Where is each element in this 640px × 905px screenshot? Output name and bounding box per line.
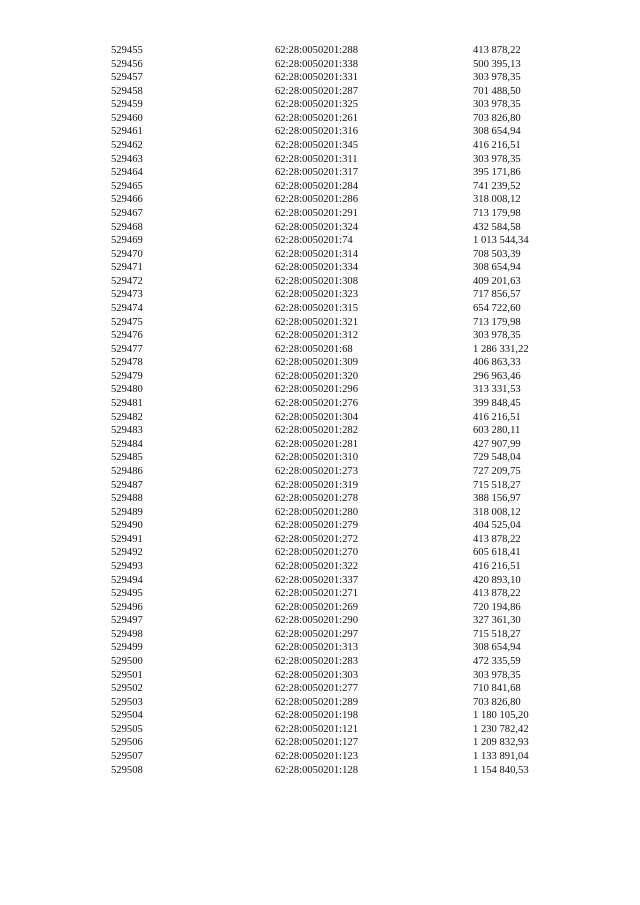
table-row bbox=[111, 451, 571, 465]
table-row bbox=[111, 275, 571, 289]
cadastral-number-cell: 62:28:0050201:280 bbox=[275, 506, 358, 518]
cadastral-value-cell: 1 230 782,42 bbox=[473, 723, 529, 735]
record-number-cell: 529507 bbox=[111, 751, 143, 763]
cadastral-number-cell: 62:28:0050201:278 bbox=[275, 493, 358, 505]
record-number-cell: 529488 bbox=[111, 493, 143, 505]
cadastral-number-cell: 62:28:0050201:317 bbox=[275, 167, 358, 179]
table-row bbox=[111, 316, 571, 330]
cadastral-number-cell: 62:28:0050201:313 bbox=[275, 642, 358, 654]
cadastral-number-cell: 62:28:0050201:277 bbox=[275, 683, 358, 695]
table-row bbox=[111, 221, 571, 235]
cadastral-number-cell: 62:28:0050201:315 bbox=[275, 302, 358, 314]
table-row bbox=[111, 248, 571, 262]
cadastral-number-cell: 62:28:0050201:281 bbox=[275, 438, 358, 450]
record-number-cell: 529497 bbox=[111, 615, 143, 627]
cadastral-value-cell: 416 216,51 bbox=[473, 560, 521, 572]
table-row bbox=[111, 628, 571, 642]
cadastral-value-cell: 603 280,11 bbox=[473, 425, 521, 437]
cadastral-value-cell: 409 201,63 bbox=[473, 275, 521, 287]
cadastral-number-cell: 62:28:0050201:303 bbox=[275, 669, 358, 681]
table-row bbox=[111, 723, 571, 737]
cadastral-number-cell: 62:28:0050201:320 bbox=[275, 370, 358, 382]
cadastral-number-cell: 62:28:0050201:323 bbox=[275, 289, 358, 301]
record-number-cell: 529490 bbox=[111, 520, 143, 532]
table-row bbox=[111, 261, 571, 275]
cadastral-number-cell: 62:28:0050201:282 bbox=[275, 425, 358, 437]
table-row bbox=[111, 153, 571, 167]
table-row bbox=[111, 519, 571, 533]
cadastral-number-cell: 62:28:0050201:127 bbox=[275, 737, 358, 749]
table-row bbox=[111, 764, 571, 778]
record-number-cell: 529483 bbox=[111, 425, 143, 437]
cadastral-value-cell: 308 654,94 bbox=[473, 642, 521, 654]
cadastral-number-cell: 62:28:0050201:68 bbox=[275, 343, 353, 355]
cadastral-number-cell: 62:28:0050201:269 bbox=[275, 601, 358, 613]
cadastral-number-cell: 62:28:0050201:272 bbox=[275, 533, 358, 545]
cadastral-value-cell: 303 978,35 bbox=[473, 99, 521, 111]
record-number-cell: 529460 bbox=[111, 112, 143, 124]
cadastral-value-cell: 427 907,99 bbox=[473, 438, 521, 450]
cadastral-number-cell: 62:28:0050201:286 bbox=[275, 194, 358, 206]
table-row bbox=[111, 370, 571, 384]
cadastral-number-cell: 62:28:0050201:198 bbox=[275, 710, 358, 722]
table-row bbox=[111, 180, 571, 194]
table-row bbox=[111, 587, 571, 601]
cadastral-number-cell: 62:28:0050201:270 bbox=[275, 547, 358, 559]
cadastral-number-cell: 62:28:0050201:276 bbox=[275, 398, 358, 410]
table-row bbox=[111, 383, 571, 397]
record-number-cell: 529459 bbox=[111, 99, 143, 111]
cadastral-value-cell: 1 133 891,04 bbox=[473, 751, 529, 763]
cadastral-value-cell: 727 209,75 bbox=[473, 465, 521, 477]
cadastral-value-cell: 420 893,10 bbox=[473, 574, 521, 586]
cadastral-value-cell: 472 335,59 bbox=[473, 656, 521, 668]
cadastral-value-cell: 703 826,80 bbox=[473, 696, 521, 708]
cadastral-value-cell: 303 978,35 bbox=[473, 153, 521, 165]
cadastral-value-cell: 318 008,12 bbox=[473, 506, 521, 518]
cadastral-value-cell: 404 525,04 bbox=[473, 520, 521, 532]
record-number-cell: 529501 bbox=[111, 669, 143, 681]
cadastral-number-cell: 62:28:0050201:74 bbox=[275, 235, 353, 247]
cadastral-value-cell: 1 286 331,22 bbox=[473, 343, 529, 355]
cadastral-number-cell: 62:28:0050201:324 bbox=[275, 221, 358, 233]
record-number-cell: 529470 bbox=[111, 248, 143, 260]
cadastral-value-cell: 715 518,27 bbox=[473, 479, 521, 491]
record-number-cell: 529465 bbox=[111, 180, 143, 192]
cadastral-number-cell: 62:28:0050201:311 bbox=[275, 153, 358, 165]
cadastral-value-cell: 654 722,60 bbox=[473, 302, 521, 314]
record-number-cell: 529493 bbox=[111, 560, 143, 572]
cadastral-number-cell: 62:28:0050201:279 bbox=[275, 520, 358, 532]
record-number-cell: 529504 bbox=[111, 710, 143, 722]
cadastral-number-cell: 62:28:0050201:314 bbox=[275, 248, 358, 260]
cadastral-value-cell: 703 826,80 bbox=[473, 112, 521, 124]
cadastral-number-cell: 62:28:0050201:309 bbox=[275, 357, 358, 369]
cadastral-number-cell: 62:28:0050201:273 bbox=[275, 465, 358, 477]
cadastral-number-cell: 62:28:0050201:271 bbox=[275, 588, 358, 600]
cadastral-number-cell: 62:28:0050201:322 bbox=[275, 560, 358, 572]
table-row bbox=[111, 736, 571, 750]
table-row bbox=[111, 288, 571, 302]
table-row bbox=[111, 479, 571, 493]
record-number-cell: 529463 bbox=[111, 153, 143, 165]
record-number-cell: 529461 bbox=[111, 126, 143, 138]
cadastral-number-cell: 62:28:0050201:325 bbox=[275, 99, 358, 111]
table-row bbox=[111, 560, 571, 574]
record-number-cell: 529484 bbox=[111, 438, 143, 450]
cadastral-value-cell: 318 008,12 bbox=[473, 194, 521, 206]
table-row bbox=[111, 669, 571, 683]
cadastral-value-cell: 413 878,22 bbox=[473, 533, 521, 545]
record-number-cell: 529486 bbox=[111, 465, 143, 477]
cadastral-number-cell: 62:28:0050201:284 bbox=[275, 180, 358, 192]
cadastral-number-cell: 62:28:0050201:304 bbox=[275, 411, 358, 423]
cadastral-number-cell: 62:28:0050201:287 bbox=[275, 85, 358, 97]
table-row bbox=[111, 397, 571, 411]
cadastral-number-cell: 62:28:0050201:128 bbox=[275, 764, 358, 776]
table-row bbox=[111, 356, 571, 370]
record-number-cell: 529467 bbox=[111, 207, 143, 219]
cadastral-value-cell: 720 194,86 bbox=[473, 601, 521, 613]
table-row bbox=[111, 71, 571, 85]
record-number-cell: 529474 bbox=[111, 302, 143, 314]
record-number-cell: 529456 bbox=[111, 58, 143, 70]
cadastral-number-cell: 62:28:0050201:121 bbox=[275, 723, 358, 735]
cadastral-value-cell: 713 179,98 bbox=[473, 207, 521, 219]
cadastral-value-cell: 413 878,22 bbox=[473, 45, 521, 56]
table-row bbox=[111, 139, 571, 153]
record-number-cell: 529489 bbox=[111, 506, 143, 518]
table-row bbox=[111, 546, 571, 560]
cadastral-value-cell: 313 331,53 bbox=[473, 384, 521, 396]
record-number-cell: 529458 bbox=[111, 85, 143, 97]
record-number-cell: 529500 bbox=[111, 656, 143, 668]
cadastral-value-cell: 715 518,27 bbox=[473, 628, 521, 640]
record-number-cell: 529482 bbox=[111, 411, 143, 423]
cadastral-number-cell: 62:28:0050201:321 bbox=[275, 316, 358, 328]
table-row bbox=[111, 98, 571, 112]
table-row bbox=[111, 411, 571, 425]
record-number-cell: 529508 bbox=[111, 764, 143, 776]
table-row bbox=[111, 533, 571, 547]
cadastral-number-cell: 62:28:0050201:312 bbox=[275, 330, 358, 342]
cadastral-value-cell: 406 863,33 bbox=[473, 357, 521, 369]
record-number-cell: 529462 bbox=[111, 140, 143, 152]
table-row bbox=[111, 343, 571, 357]
cadastral-number-cell: 62:28:0050201:288 bbox=[275, 45, 358, 56]
cadastral-number-cell: 62:28:0050201:316 bbox=[275, 126, 358, 138]
table-row bbox=[111, 641, 571, 655]
cadastral-number-cell: 62:28:0050201:261 bbox=[275, 112, 358, 124]
cadastral-number-cell: 62:28:0050201:123 bbox=[275, 751, 358, 763]
record-number-cell: 529457 bbox=[111, 72, 143, 84]
cadastral-value-cell: 303 978,35 bbox=[473, 330, 521, 342]
table-row bbox=[111, 438, 571, 452]
record-number-cell: 529505 bbox=[111, 723, 143, 735]
cadastral-number-cell: 62:28:0050201:290 bbox=[275, 615, 358, 627]
cadastral-value-cell: 416 216,51 bbox=[473, 411, 521, 423]
table-row bbox=[111, 492, 571, 506]
cadastral-number-cell: 62:28:0050201:308 bbox=[275, 275, 358, 287]
table-row bbox=[111, 44, 571, 58]
table-row bbox=[111, 601, 571, 615]
cadastral-value-cell: 1 013 544,34 bbox=[473, 235, 529, 247]
table-row bbox=[111, 85, 571, 99]
cadastral-value-cell: 308 654,94 bbox=[473, 126, 521, 138]
cadastral-value-cell: 303 978,35 bbox=[473, 72, 521, 84]
cadastral-number-cell: 62:28:0050201:310 bbox=[275, 452, 358, 464]
record-number-cell: 529466 bbox=[111, 194, 143, 206]
record-number-cell: 529471 bbox=[111, 262, 143, 274]
table-row bbox=[111, 125, 571, 139]
cadastral-value-cell: 1 209 832,93 bbox=[473, 737, 529, 749]
table-row bbox=[111, 112, 571, 126]
record-number-cell: 529491 bbox=[111, 533, 143, 545]
table-row bbox=[111, 58, 571, 72]
cadastral-number-cell: 62:28:0050201:338 bbox=[275, 58, 358, 70]
table-row bbox=[111, 506, 571, 520]
cadastral-value-cell: 701 488,50 bbox=[473, 85, 521, 97]
table-row bbox=[111, 302, 571, 316]
record-number-cell: 529455 bbox=[111, 45, 143, 56]
record-number-cell: 529485 bbox=[111, 452, 143, 464]
cadastral-value-cell: 500 395,13 bbox=[473, 58, 521, 70]
cadastral-value-cell: 1 154 840,53 bbox=[473, 764, 529, 776]
table-row bbox=[111, 166, 571, 180]
cadastral-value-cell: 717 856,57 bbox=[473, 289, 521, 301]
cadastral-value-cell: 416 216,51 bbox=[473, 140, 521, 152]
table-row bbox=[111, 614, 571, 628]
cadastral-value-cell: 432 584,58 bbox=[473, 221, 521, 233]
cadastral-value-cell: 308 654,94 bbox=[473, 262, 521, 274]
record-number-cell: 529495 bbox=[111, 588, 143, 600]
cadastral-value-cell: 1 180 105,20 bbox=[473, 710, 529, 722]
table-row bbox=[111, 709, 571, 723]
cadastral-value-cell: 713 179,98 bbox=[473, 316, 521, 328]
cadastral-value-cell: 327 361,30 bbox=[473, 615, 521, 627]
record-number-cell: 529506 bbox=[111, 737, 143, 749]
record-number-cell: 529503 bbox=[111, 696, 143, 708]
cadastral-value-cell: 303 978,35 bbox=[473, 669, 521, 681]
cadastral-value-cell: 395 171,86 bbox=[473, 167, 521, 179]
record-number-cell: 529473 bbox=[111, 289, 143, 301]
table-row bbox=[111, 696, 571, 710]
table-row bbox=[111, 655, 571, 669]
record-number-cell: 529478 bbox=[111, 357, 143, 369]
record-number-cell: 529487 bbox=[111, 479, 143, 491]
record-number-cell: 529494 bbox=[111, 574, 143, 586]
cadastral-number-cell: 62:28:0050201:297 bbox=[275, 628, 358, 640]
record-number-cell: 529475 bbox=[111, 316, 143, 328]
cadastral-number-cell: 62:28:0050201:319 bbox=[275, 479, 358, 491]
cadastral-value-cell: 605 618,41 bbox=[473, 547, 521, 559]
record-number-cell: 529481 bbox=[111, 398, 143, 410]
record-number-cell: 529496 bbox=[111, 601, 143, 613]
cadastral-number-cell: 62:28:0050201:345 bbox=[275, 140, 358, 152]
table-row bbox=[111, 207, 571, 221]
cadastral-value-cell: 708 503,39 bbox=[473, 248, 521, 260]
cadastral-number-cell: 62:28:0050201:334 bbox=[275, 262, 358, 274]
table-row bbox=[111, 682, 571, 696]
record-number-cell: 529468 bbox=[111, 221, 143, 233]
cadastral-number-cell: 62:28:0050201:289 bbox=[275, 696, 358, 708]
cadastral-value-cell: 399 848,45 bbox=[473, 398, 521, 410]
cadastral-value-cell: 413 878,22 bbox=[473, 588, 521, 600]
table-row bbox=[111, 234, 571, 248]
record-number-cell: 529492 bbox=[111, 547, 143, 559]
table-row bbox=[111, 329, 571, 343]
table-row bbox=[111, 424, 571, 438]
table-row bbox=[111, 574, 571, 588]
cadastral-value-cell: 710 841,68 bbox=[473, 683, 521, 695]
cadastral-number-cell: 62:28:0050201:337 bbox=[275, 574, 358, 586]
record-number-cell: 529476 bbox=[111, 330, 143, 342]
cadastral-value-cell: 388 156,97 bbox=[473, 493, 521, 505]
record-number-cell: 529477 bbox=[111, 343, 143, 355]
cadastral-value-table bbox=[111, 44, 571, 777]
cadastral-value-cell: 729 548,04 bbox=[473, 452, 521, 464]
cadastral-value-cell: 741 239,52 bbox=[473, 180, 521, 192]
record-number-cell: 529499 bbox=[111, 642, 143, 654]
record-number-cell: 529480 bbox=[111, 384, 143, 396]
table-row bbox=[111, 465, 571, 479]
table-row bbox=[111, 750, 571, 764]
cadastral-number-cell: 62:28:0050201:283 bbox=[275, 656, 358, 668]
cadastral-number-cell: 62:28:0050201:296 bbox=[275, 384, 358, 396]
record-number-cell: 529502 bbox=[111, 683, 143, 695]
table-row bbox=[111, 193, 571, 207]
record-number-cell: 529464 bbox=[111, 167, 143, 179]
record-number-cell: 529472 bbox=[111, 275, 143, 287]
cadastral-number-cell: 62:28:0050201:331 bbox=[275, 72, 358, 84]
record-number-cell: 529479 bbox=[111, 370, 143, 382]
cadastral-number-cell: 62:28:0050201:291 bbox=[275, 207, 358, 219]
cadastral-value-cell: 296 963,46 bbox=[473, 370, 521, 382]
record-number-cell: 529469 bbox=[111, 235, 143, 247]
record-number-cell: 529498 bbox=[111, 628, 143, 640]
